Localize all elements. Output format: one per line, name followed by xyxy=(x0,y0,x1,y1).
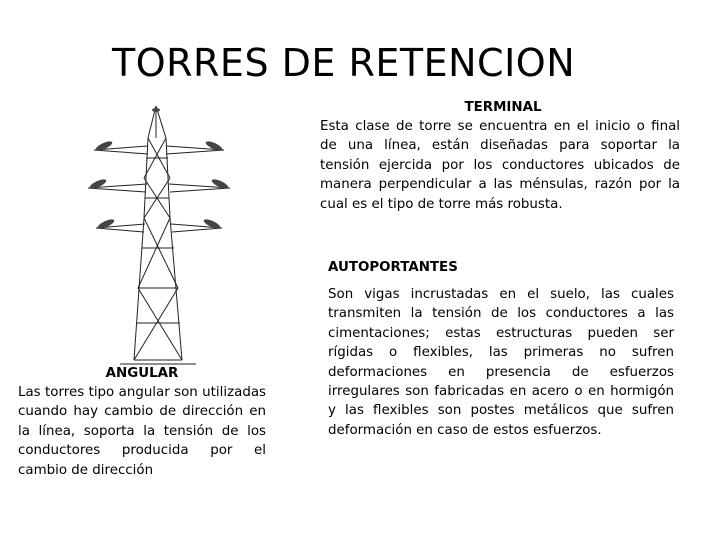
autoportantes-heading: AUTOPORTANTES xyxy=(328,260,458,275)
terminal-heading-text: TERMINAL xyxy=(464,100,542,115)
terminal-heading xyxy=(320,98,680,117)
transmission-tower-icon xyxy=(74,98,244,368)
autoportantes-section xyxy=(328,258,674,440)
autoportantes-body: Son vigas incrustadas en el suelo, las cuales transmiten la tensión de los conductores a las cimentaciones; estas estructuras pueden ser rígidas o flexibles, las primeras no sufren deformaciones en presencia de esfuerzos irregulares son fabricadas en acero o en hormigón y las flexibles son postes metálicos que sufren deformación en caso de estos esfuerzos. xyxy=(328,287,674,438)
angular-heading: ANGULAR xyxy=(105,366,179,381)
terminal-section xyxy=(320,98,680,214)
angular-body: Las torres tipo angular son utilizadas cuando hay cambio de dirección en la línea, soporta la tensión de los conductores producida por el cambio de dirección xyxy=(18,385,266,478)
angular-section xyxy=(18,364,266,480)
page-title: TORRES DE RETENCION xyxy=(112,41,576,85)
terminal-body: Esta clase de torre se encuentra en el inicio o final de una línea, están diseñadas para soportar la tensión ejercida por los conductores ubicados de manera perpendicular a las ménsulas, razón por la cual es el tipo de torre más robusta. xyxy=(320,119,680,212)
